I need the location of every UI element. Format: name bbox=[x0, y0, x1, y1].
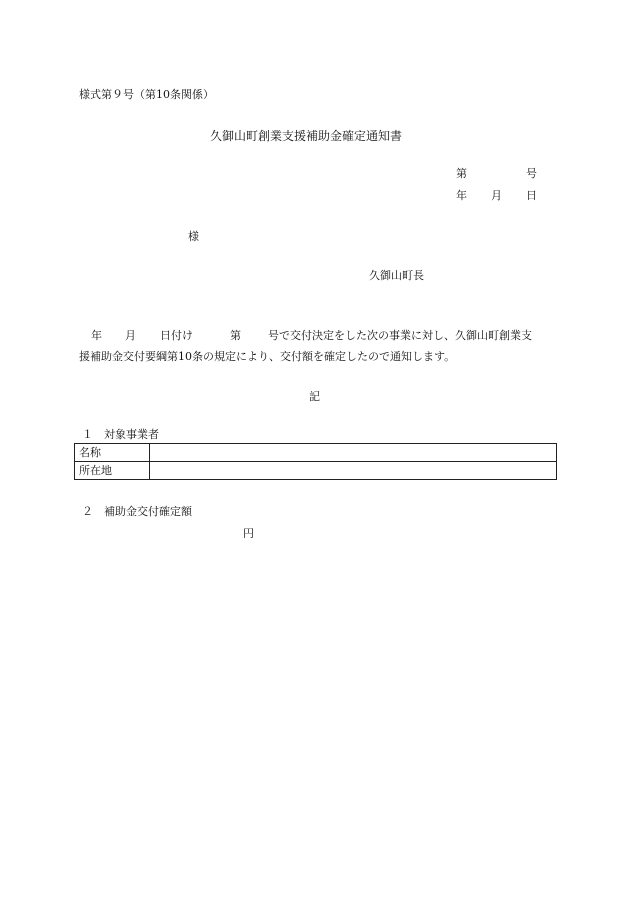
body-month: 月 bbox=[125, 329, 136, 342]
ki-label: 記 bbox=[309, 390, 320, 403]
section2-heading: ２ 補助金交付確定額 bbox=[82, 505, 192, 518]
doc-number-go: 号 bbox=[526, 167, 537, 180]
body-dated: 日付け bbox=[160, 329, 193, 342]
table-row bbox=[75, 462, 557, 480]
amount-currency: 円 bbox=[243, 527, 254, 540]
body-line1-rest: 号で交付決定をした次の事業に対し、久御山町創業支 bbox=[268, 329, 532, 342]
sender-name: 久御山町長 bbox=[369, 269, 424, 282]
target-business-table bbox=[74, 443, 557, 480]
doc-number-dai: 第 bbox=[456, 167, 467, 180]
date-year: 年 bbox=[456, 189, 467, 202]
date-month: 月 bbox=[491, 189, 502, 202]
row-value-address bbox=[150, 462, 557, 480]
date-day: 日 bbox=[526, 189, 537, 202]
body-dai: 第 bbox=[230, 329, 241, 342]
document-title: 久御山町創業支援補助金確定通知書 bbox=[210, 129, 403, 143]
row-label-name: 名称 bbox=[75, 444, 150, 462]
row-value-name bbox=[150, 444, 557, 462]
body-line2: 援補助金交付要綱第10条の規定により、交付額を確定したので通知します。 bbox=[79, 350, 456, 363]
section1-heading: １ 対象事業者 bbox=[82, 428, 159, 441]
row-label-address: 所在地 bbox=[75, 462, 150, 480]
body-year: 年 bbox=[91, 329, 102, 342]
addressee-sama: 様 bbox=[188, 230, 199, 243]
form-number: 様式第９号（第10条関係） bbox=[79, 88, 214, 101]
table-row bbox=[75, 444, 557, 462]
